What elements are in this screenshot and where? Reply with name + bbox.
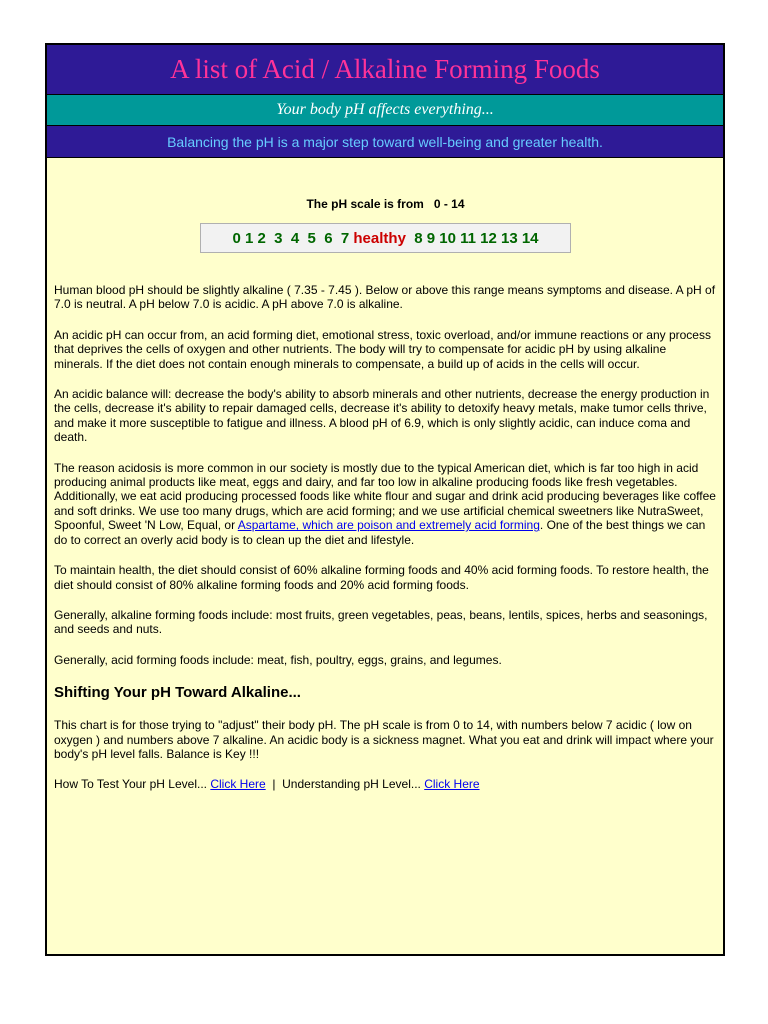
paragraph-chart-intro: This chart is for those trying to "adjust" their body pH. The pH scale is from 0 to 14, with numbers below 7 acidic ( low on oxygen ) and numbers above 7 alkaline. An acidic body is a sickness magnet. What you eat and drink will impact where your body's pH level falls. Balance is Key !!! [54,718,714,761]
page-subtitle: Your body pH affects everything... [276,101,494,118]
ph-scale-box [200,223,571,253]
understand-ph-label: Understanding pH Level... [282,777,425,792]
paragraph-acid-foods: Generally, acid forming foods include: meat, fish, poultry, eggs, grains, and legumes. [54,652,502,667]
acidosis-text-before: The reason acidosis is more common in our society is mostly due to the typical American diet, which is far too high in acid producing animal products like meat, eggs and dairy, and far too low in alkaline producing foods like fresh vegetables. Additionally, we eat acid producing processed foods like white flour and sugar and drink acid producing beverages like coffee and soft drinks. We use too many drugs, which are acid forming; and we use artificial chemical sweetners like NutraSweet, Spoonful, Sweet 'N Low, Equal, or [54,460,716,533]
paragraph-alkaline-foods: Generally, alkaline forming foods include: most fruits, green vegetables, peas, beans, lentils, spices, herbs and seasonings, and seeds and nuts. [54,607,708,637]
test-ph-link[interactable]: Click Here [210,777,266,792]
paragraph-diet-ratio: To maintain health, the diet should consist of 60% alkaline forming foods and 40% acid forming foods. To restore health, the diet should consist of 80% alkaline forming foods and 20% acid forming foods. [54,563,709,592]
test-ph-label: How To Test Your pH Level... [54,777,211,792]
section-heading: Shifting Your pH Toward Alkaline... [54,684,301,702]
understand-ph-link[interactable]: Click Here [424,777,480,792]
paragraph-acidosis-diet [54,461,717,547]
link-separator: | [265,777,283,792]
alkaline-numbers: 8 9 10 11 12 13 14 [405,229,539,247]
paragraph-acidic-causes: An acidic pH can occur from, an acid forming diet, emotional stress, toxic overload, and/or immune reactions or any process that deprives the cells of oxygen and other nutrients. The body will try to compensate for acidic pH by using alkaline minerals. If the diet does not contain enough minerals to compensate, a build up of acids in the cells will occur. [54,327,711,371]
main-content [47,197,723,792]
subtitle-banner [47,95,723,126]
paragraph-acidic-effects: An acidic balance will: decrease the body's ability to absorb minerals and other nutrients, decrease the energy production in the cells, decrease it's ability to repair damaged cells, decrease it's ability to detoxify heavy metals, make tumor cells thrive, and make it more susceptible to fatigue and illness. A blood pH of 6.9, which is only slightly acidic, can induce coma and death. [54,387,710,445]
acid-numbers: 0 1 2 3 4 5 6 7 [232,229,354,247]
title-banner [47,45,723,95]
paragraph-blood-ph: Human blood pH should be slightly alkaline ( 7.35 - 7.45 ). Below or above this range means symptoms and disease. A pH of 7.0 is neutral. A pH below 7.0 is acidic. A pH above 7.0 is alkaline. [54,283,716,312]
page-tagline: Balancing the pH is a major step toward well-being and greater health. [167,133,603,150]
links-line [54,777,717,791]
aspartame-link[interactable]: Aspartame, which are poison and extremely acid forming [237,518,540,533]
healthy-label: healthy [353,229,406,247]
page-title: A list of Acid / Alkaline Forming Foods [170,54,600,84]
page-container [45,43,725,956]
tagline-banner [47,126,723,158]
ph-scale-heading: The pH scale is from 0 - 14 [306,197,465,211]
acidosis-text-after: . One of the best things we can do to correct an overly acid body is to clean up the diet and lifestyle. [54,518,706,547]
